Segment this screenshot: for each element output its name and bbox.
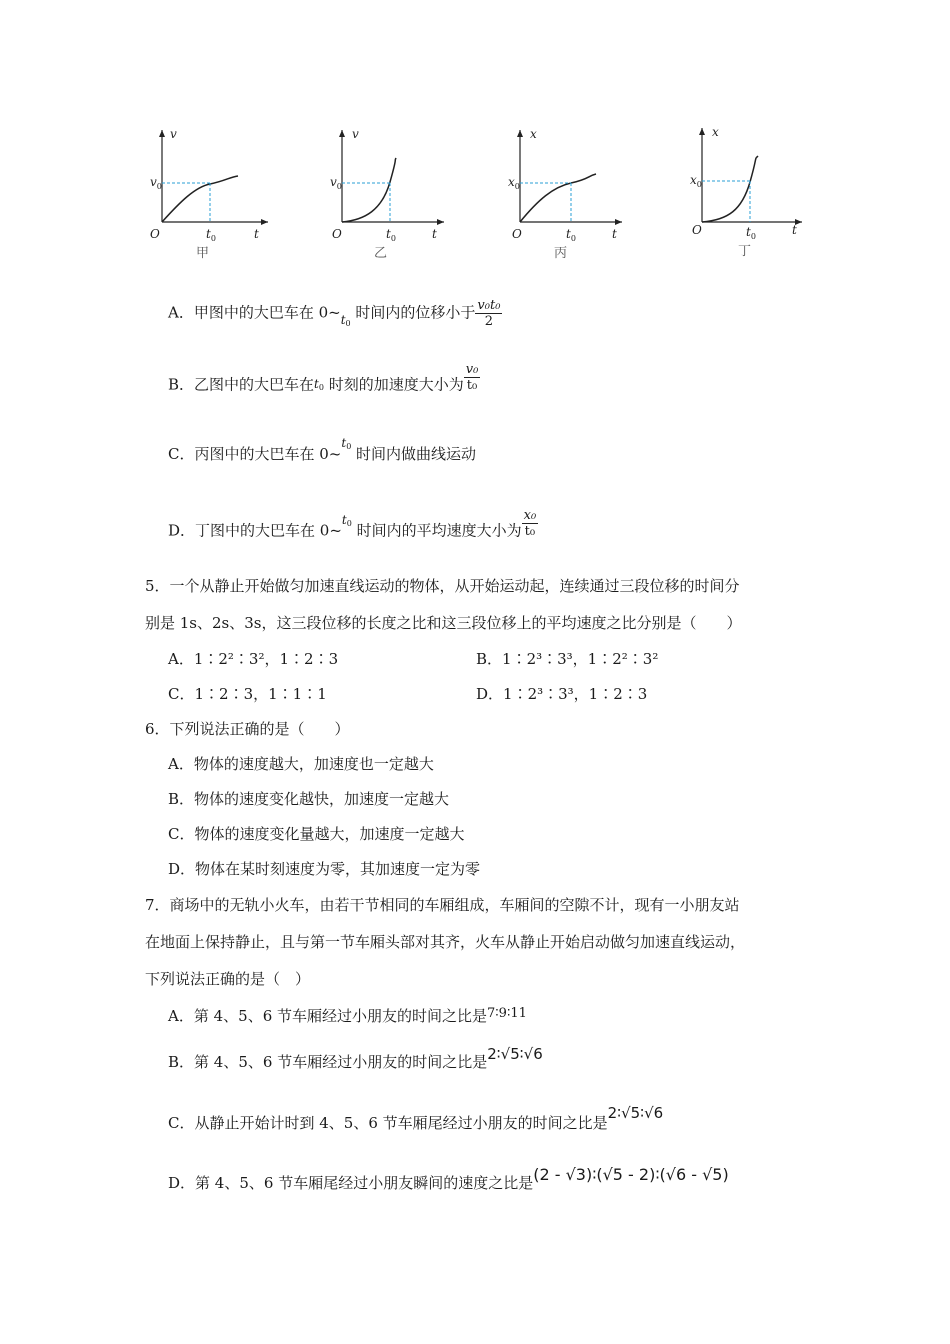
q5-option-d: D．1∶2³∶3³，1∶2∶3 [476, 685, 648, 703]
svg-text:t0: $t_0$ [746, 225, 756, 241]
q6-option-b: B．物体的速度变化越快，加速度一定越大 [168, 790, 450, 808]
graph-yi-x-label: t [432, 227, 437, 241]
graph-bing-caption: 丙 [554, 246, 568, 261]
q4-b-fraction: $\frac{\text{v₀}}{\text{t₀}}$ [465, 362, 479, 393]
q5-option-a: A．1∶2²∶3²，1∶2∶3 [168, 650, 339, 668]
q4-a-fraction: $\frac{\text{v₀t₀}}{2}$ [477, 298, 501, 329]
graph-jia [150, 122, 340, 262]
q4-option-a: A．甲图中的大巴车在 $0\sim_{t_0}$ 时间内的位移小于 $\frac{\text{v₀t₀}}{2}$ [168, 298, 501, 329]
q6-option-a: A．物体的速度越大，加速度也一定越大 [168, 755, 434, 773]
q4-option-b: B．乙图中的大巴车在$t_0$ 时刻的加速度大小为 $\frac{\text{v₀}}{\text{t₀}}$ [168, 362, 479, 394]
q7-stem-line3: 下列说法正确的是（ ） [145, 970, 311, 988]
graph-bing-t0: t [566, 227, 571, 241]
graph-bing-x-label: t [612, 227, 617, 241]
graph-yi-v0: v [330, 175, 337, 189]
q6-option-d: D．物体在某时刻速度为零，其加速度一定为零 [168, 860, 481, 878]
graph-jia-t0: t [206, 227, 211, 241]
q7-a-ratio: 7∶9∶11 [487, 1006, 527, 1021]
graph-ding [690, 122, 880, 262]
graph-yi-y-label: v [352, 127, 359, 141]
graph-ding-y-label: x [712, 125, 719, 139]
q4-option-c: C．丙图中的大巴车在 0~$^{t_0}$ 时间内做曲线运动 [168, 436, 477, 463]
graph-ding-caption: 丁 [738, 244, 752, 259]
svg-text:v0: $v_0$ [150, 175, 162, 191]
svg-text:x0: $x_0$ [690, 173, 702, 189]
graph-yi-caption: 乙 [374, 246, 388, 261]
q6-option-c: C．物体的速度变化量越大，加速度一定越大 [168, 825, 465, 843]
q5-option-b: B．1∶2³∶3³，1∶2²∶3² [476, 650, 659, 668]
graph-bing [508, 122, 698, 262]
q5-option-c: C．1∶2∶3，1∶1∶1 [168, 685, 327, 703]
q5-stem-line2: 别是 1s、2s、3s，这三段位移的长度之比和这三段位移上的平均速度之比分别是（ ） [145, 614, 742, 632]
graph-bing-y-label: x [530, 127, 537, 141]
q7-stem-line2: 在地面上保持静止，且与第一节车厢头部对其齐，火车从静止开始启动做匀加速直线运动， [145, 933, 746, 951]
svg-text:t0: $t_0$ [386, 227, 396, 243]
graph-yi [330, 122, 520, 262]
svg-text:x0: $x_0$ [508, 175, 520, 191]
svg-text:t0: $t_0$ [566, 227, 576, 243]
q7-c-ratio: 2∶√5∶√6 [607, 1104, 664, 1122]
q4-d-fraction: $\frac{\text{x₀}}{\text{t₀}}$ [523, 508, 537, 539]
graph-jia-y-label: v [170, 127, 177, 141]
graph-jia-x-label: t [254, 227, 259, 241]
q7-option-b: B．第 4、5、6 节车厢经过小朋友的时间之比是2∶√5∶√6 [168, 1045, 543, 1071]
graph-ding-x0: x [690, 173, 697, 187]
graph-ding-t0: t [746, 225, 751, 239]
graph-jia-v0: v [150, 175, 157, 189]
q7-option-a: A．第 4、5、6 节车厢经过小朋友的时间之比是7∶9∶11 [168, 1006, 527, 1025]
graph-jia-caption: 甲 [196, 246, 210, 261]
graph-yi-t0: t [386, 227, 391, 241]
q7-d-ratio: (2 - √3)∶(√5 - 2)∶(√6 - √5) [533, 1165, 729, 1184]
q7-option-d: D．第 4、5、6 节车厢尾经过小朋友瞬间的速度之比是(2 - √3)∶(√5 - 2)∶(√6 - √5) [168, 1165, 729, 1192]
q4-option-d: D．丁图中的大巴车在 0~$^{t_0}$ 时间内的平均速度大小为 $\frac{\text{x₀}}{\text{t₀}}$ [168, 508, 537, 540]
q7-stem-line1: 7．商场中的无轨小火车，由若干节相同的车厢组成，车厢间的空隙不计，现有一小朋友站 [145, 896, 740, 914]
q6-stem: 6．下列说法正确的是（ ） [145, 720, 350, 738]
svg-text:v0: $v_0$ [330, 175, 342, 191]
graph-bing-origin: O [512, 227, 522, 241]
q7-b-ratio: 2∶√5∶√6 [487, 1045, 543, 1063]
graph-yi-origin: O [332, 227, 342, 241]
q7-option-c: C．从静止开始计时到 4、5、6 节车厢尾经过小朋友的时间之比是2∶√5∶√6 [168, 1104, 664, 1132]
q5-stem-line1: 5．一个从静止开始做匀加速直线运动的物体，从开始运动起，连续通过三段位移的时间分 [145, 577, 740, 595]
graph-ding-origin: O [692, 223, 702, 237]
graph-ding-x-label: t [792, 223, 797, 237]
graph-bing-x0: x [508, 175, 515, 189]
graph-jia-origin: O [150, 227, 160, 241]
svg-text:t0: $t_0$ [206, 227, 216, 243]
